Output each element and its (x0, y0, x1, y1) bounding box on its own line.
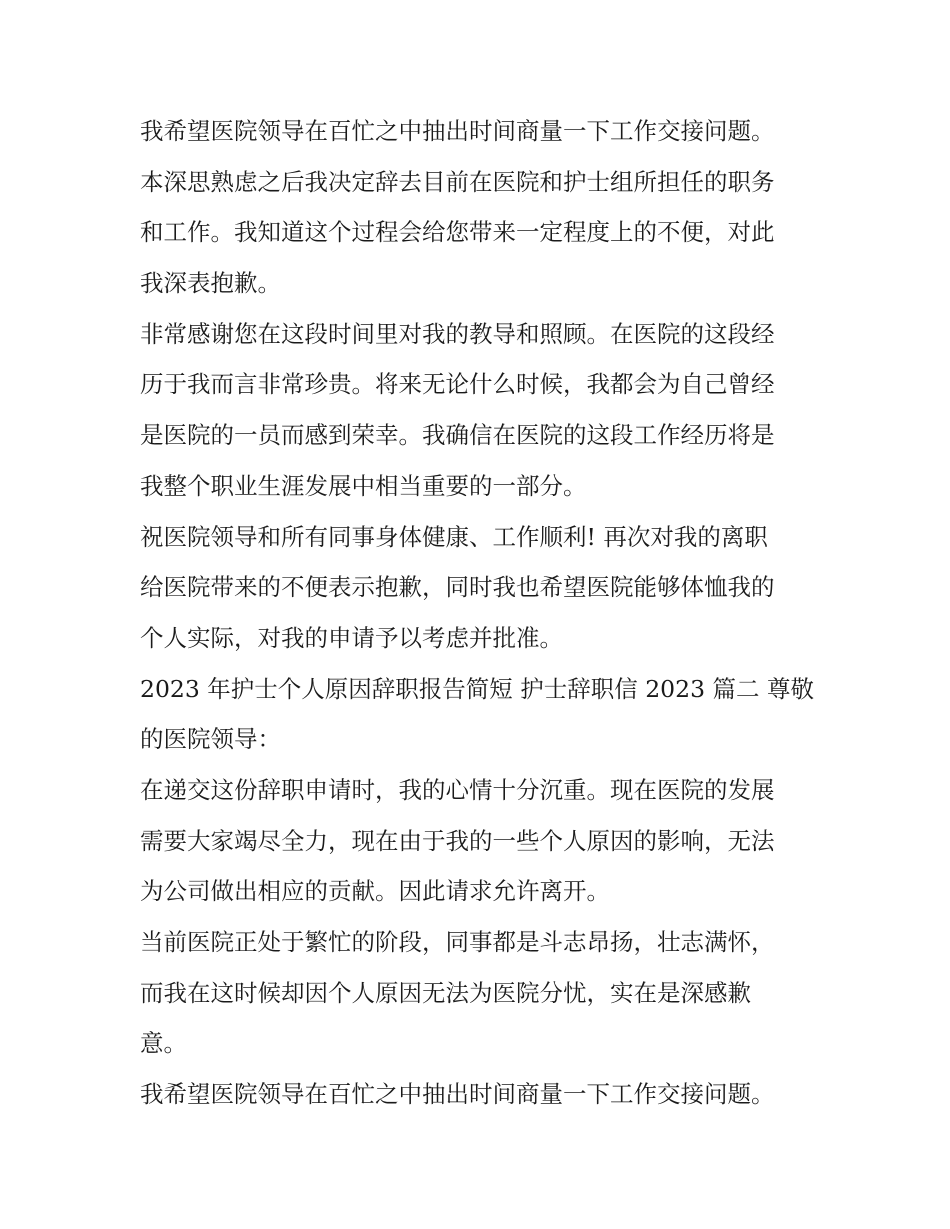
text-line-10: 给医院带来的不便表示抱歉，同时我也希望医院能够体恤我的 (140, 573, 775, 602)
text-line-2: 本深思熟虑之后我决定辞去目前在医院和护士组所担任的职务 (140, 167, 775, 196)
text-line-14: 在递交这份辞职申请时，我的心情十分沉重。现在医院的发展 (140, 775, 775, 804)
text-line-1: 我希望医院领导在百忙之中抽出时间商量一下工作交接问题。 (140, 117, 775, 145)
text-line-20: 我希望医院领导在百忙之中抽出时间商量一下工作交接问题。 (140, 1080, 775, 1109)
text-line-18: 而我在这时候却因个人原因无法为医院分忧，实在是深感歉 (140, 978, 751, 1007)
text-line-19: 意。 (140, 1029, 187, 1058)
text-line-12: 2023 年护士个人原因辞职报告简短 护士辞职信 2023 篇二 尊敬 (140, 674, 814, 703)
text-line-6: 历于我而言非常珍贵。将来无论什么时候，我都会为自己曾经 (140, 370, 775, 399)
text-line-17: 当前医院正处于繁忙的阶段，同事都是斗志昂扬，壮志满怀， (140, 928, 775, 956)
text-line-5: 非常感谢您在这段时间里对我的教导和照顾。在医院的这段经 (140, 319, 775, 348)
text-line-3: 和工作。我知道这个过程会给您带来一定程度上的不便，对此 (140, 218, 775, 247)
text-line-13: 的医院领导： (140, 725, 281, 754)
text-line-11: 个人实际，对我的申请予以考虑并批准。 (140, 623, 563, 652)
text-line-16: 为公司做出相应的贡献。因此请求允许离开。 (140, 877, 610, 906)
text-line-4: 我深表抱歉。 (140, 269, 281, 298)
text-line-9: 祝医院领导和所有同事身体健康、工作顺利! 再次对我的离职 (140, 522, 768, 551)
text-line-7: 是医院的一员而感到荣幸。我确信在医院的这段工作经历将是 (140, 421, 775, 450)
text-line-15: 需要大家竭尽全力，现在由于我的一些个人原因的影响，无法 (140, 826, 775, 855)
text-line-8: 我整个职业生涯发展中相当重要的一部分。 (140, 471, 587, 500)
document-body (140, 106, 820, 1120)
